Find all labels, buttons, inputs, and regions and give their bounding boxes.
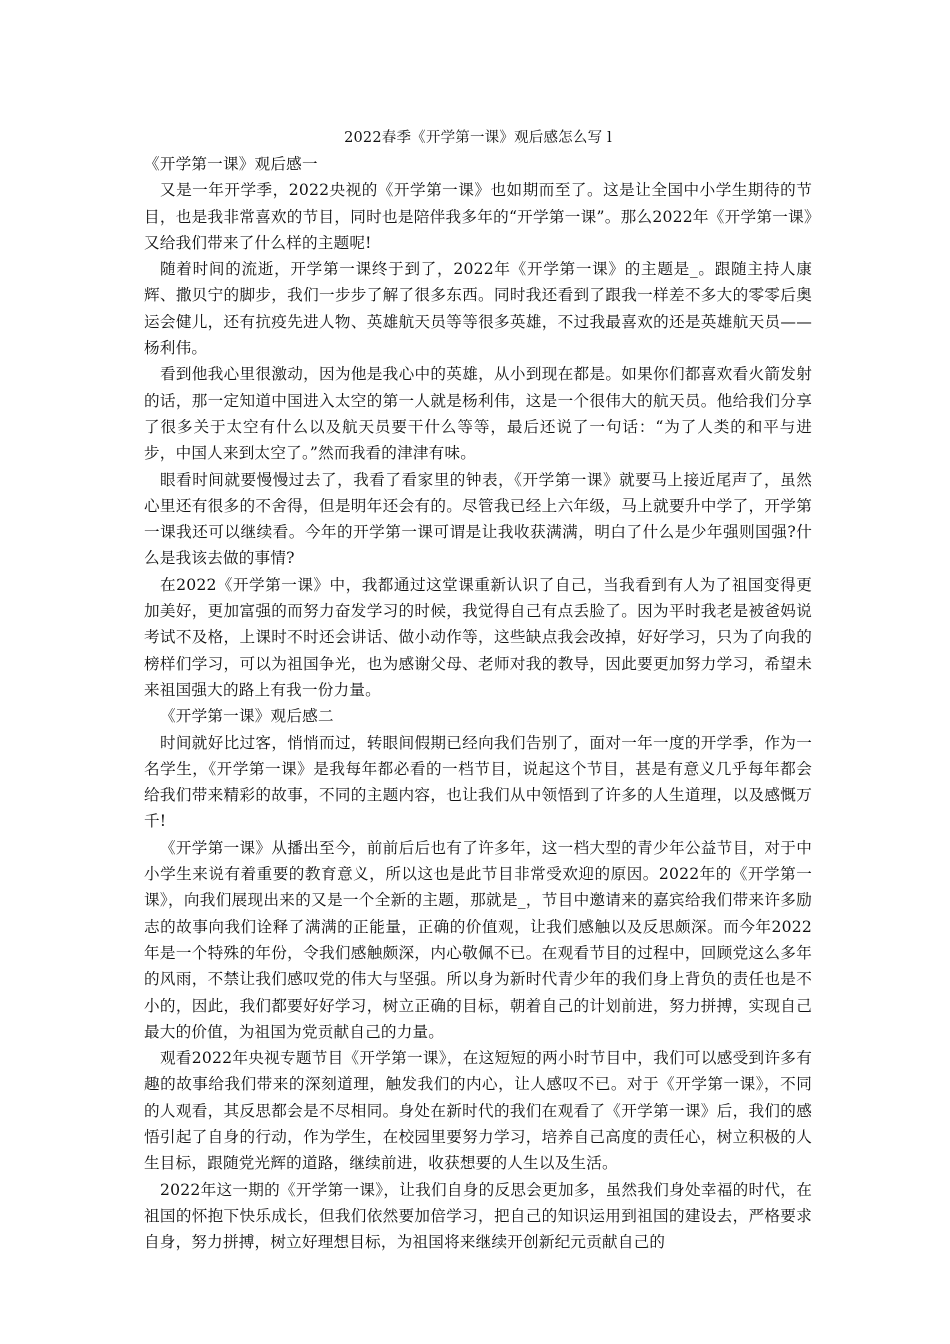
paragraph: 观看2022年央视专题节目《开学第一课》，在这短短的两小时节目中，我们可以感受到许多有趣的故事给我们带来的深刻道理，触发我们的内心，让人感叹不已。对于《开学第一课》，不同的人观看，其反思都会是不尽相同。身处在新时代的我们在观看了《开学第一课》后，我们的感悟引起了自身的行动，作为学生，在校园里要努力学习，培养自己高度的责任心，树立积极的人生目标，跟随党光辉的道路，继续前进，收获想要的人生以及生活。 — [144, 1049, 812, 1173]
document-title: 2022春季《开学第一课》观后感怎么写 l — [344, 130, 612, 146]
paragraph: 《开学第一课》从播出至今，前前后后也有了许多年，这一档大型的青少年公益节目，对于中小学生来说有着重要的教育意义，所以这也是此节目非常受欢迎的原因。2022年的《开学第一课》，向我们展现出来的又是一个全新的主题，那就是_，节目中邀请来的嘉宾给我们带来许多励志的故事向我们诠释了满满的正能量，正确的价值观，让我们感触以及反思颇深。而今年2022年是一个特殊的年份，令我们感触颇深，内心敬佩不已。在观看节目的过程中，回顾党这么多年的风雨，不禁让我们感叹党的伟大与坚强。所以身为新时代青少年的我们身上背负的责任也是不小的，因此，我们都要好好学习，树立正确的目标，朝着自己的计划前进，努力拼搏，实现自己最大的价值，为祖国为党贡献自己的力量。 — [144, 838, 812, 1041]
section-heading-1: 《开学第一课》观后感一 — [144, 155, 318, 173]
paragraph: 看到他我心里很激动，因为他是我心中的英雄，从小到现在都是。如果你们都喜欢看火箭发射的话，那一定知道中国进入太空的第一人就是杨利伟，这是一个很伟大的航天员。他给我们分享了很多关于太空有什么以及航天员要干什么等等，最后还说了一句话：“为了人类的和平与进步，中国人来到太空了。”然而我看的津津有味。 — [144, 365, 812, 463]
paragraph: 又是一年开学季，2022央视的《开学第一课》也如期而至了。这是让全国中小学生期待的节目，也是我非常喜欢的节目，同时也是陪伴我多年的“开学第一课”。那么2022年《开学第一课》又给我们带来了什么样的主题呢! — [144, 181, 812, 252]
paragraph: 眼看时间就要慢慢过去了，我看了看家里的钟表，《开学第一课》就要马上接近尾声了，虽然心里还有很多的不舍得，但是明年还会有的。尽管我已经上六年级，马上就要升中学了，开学第一课我还可以继续看。今年的开学第一课可谓是让我收获满满，明白了什么是少年强则国强?什么是我该去做的事情? — [144, 470, 812, 568]
paragraph: 时间就好比过客，悄悄而过，转眼间假期已经向我们告别了，面对一年一度的开学季，作为一名学生，《开学第一课》是我每年都必看的一档节目，说起这个节目，甚是有意义几乎每年都会给我们带来精彩的故事，不同的主题内容，也让我们从中领悟到了许多的人生道理，以及感慨万千! — [144, 733, 812, 831]
paragraph: 随着时间的流逝，开学第一课终于到了，2022年《开学第一课》的主题是_。跟随主持人康辉、撒贝宁的脚步，我们一步步了解了很多东西。同时我还看到了跟我一样差不多大的零零后奥运会健儿，还有抗疫先进人物、英雄航天员等等很多英雄，不过我最喜欢的还是英雄航天员——杨利伟。 — [144, 260, 812, 358]
paragraph: 在2022《开学第一课》中，我都通过这堂课重新认识了自己，当我看到有人为了祖国变得更加美好，更加富强的而努力奋发学习的时候，我觉得自己有点丢脸了。因为平时我老是被爸妈说考试不及格，上课时不时还会讲话、做小动作等，这些缺点我会改掉，好好学习，只为了向我的榜样们学习，可以为祖国争光，也为感谢父母、老师对我的教导，因此要更加努力学习，希望未来祖国强大的路上有我一份力量。 — [144, 575, 812, 699]
document-body — [144, 125, 812, 1255]
section-heading-2: 《开学第一课》观后感二 — [160, 707, 334, 726]
paragraph: 2022年这一期的《开学第一课》，让我们自身的反思会更加多，虽然我们身处幸福的时代，在祖国的怀抱下快乐成长，但我们依然要加倍学习，把自己的知识运用到祖国的建设去，严格要求自身，努力拼搏，树立好理想目标，为祖国将来继续开创新纪元贡献自己的 — [144, 1180, 812, 1252]
